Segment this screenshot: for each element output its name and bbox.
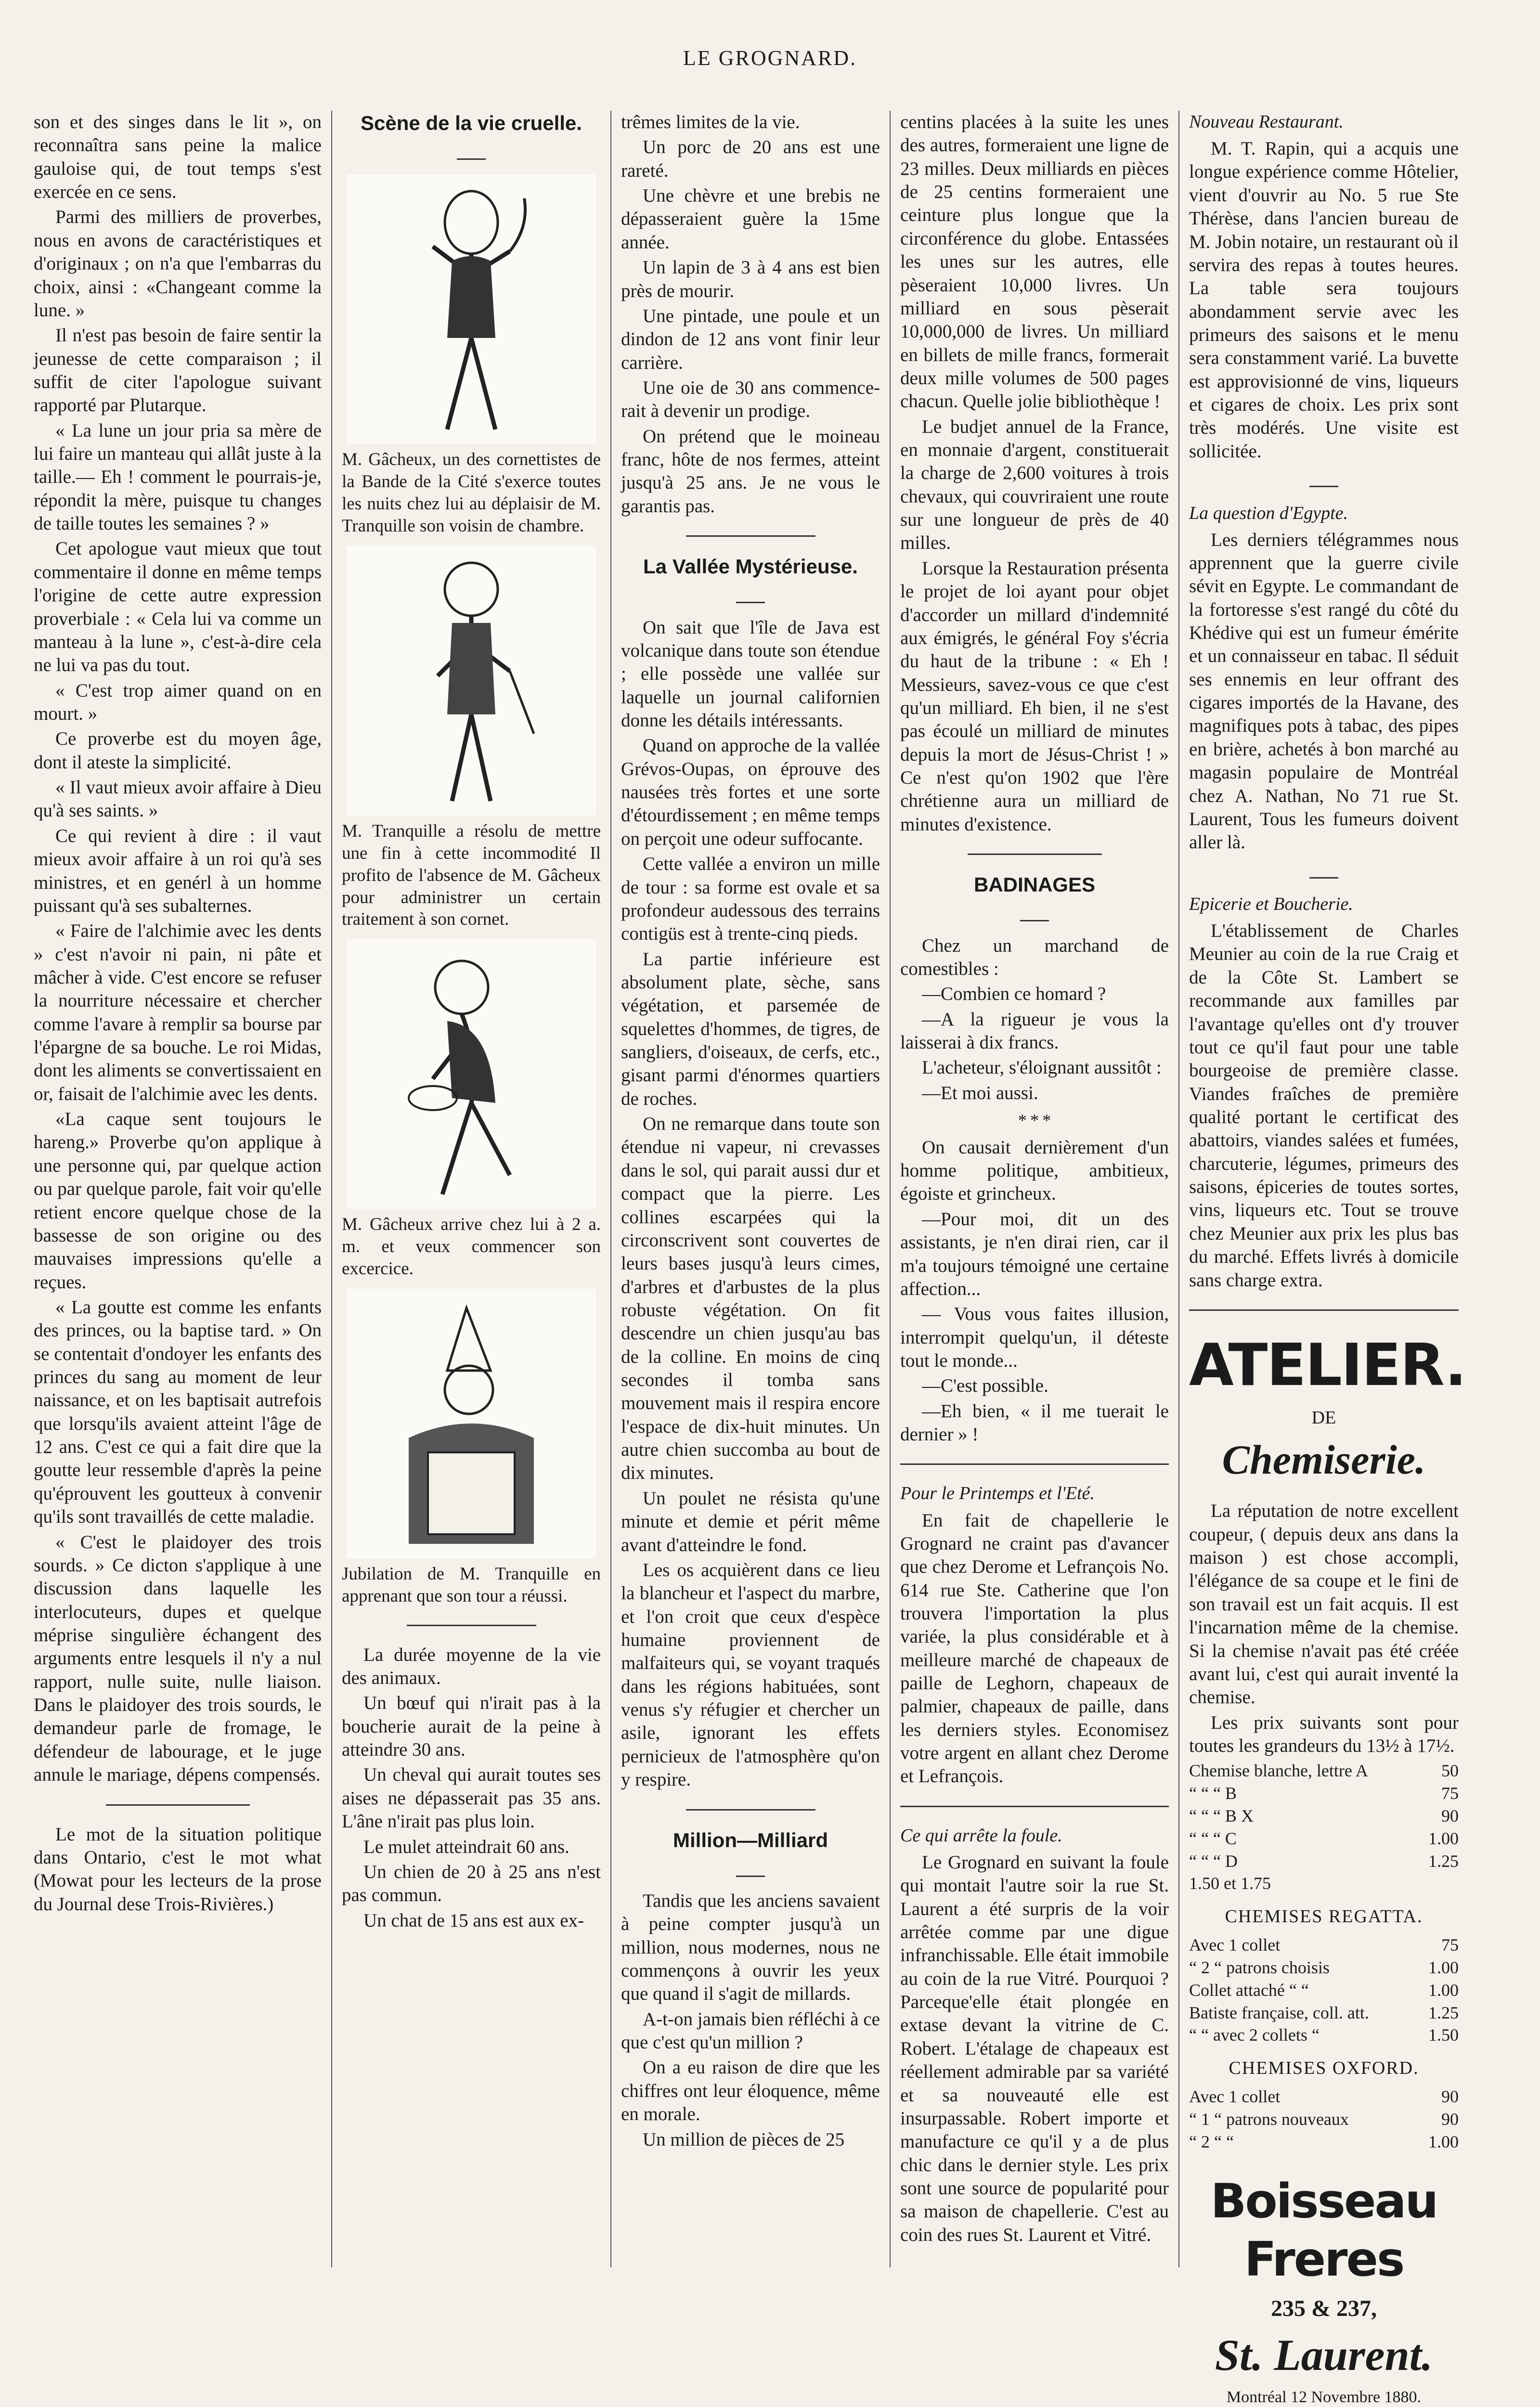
politique-note: Le mot de la situation politique dans Ontario, c'est le mot what (Mowat pour les lecteurs de la prose du Journal dese Trois-Rivières.): [34, 1824, 322, 1915]
paragraph: Une chèvre et une brebis ne dépasseraient guère la 15me année.: [621, 185, 880, 253]
price-row: “ “ avec 2 collets “ 1.50: [1189, 2025, 1459, 2045]
paragraph: Tandis que les anciens savaient à peine compter jusqu'à un million, nous modernes, nous ne commençons à ouvrir les yeux que quand il s'agit de millards.: [621, 1890, 880, 2005]
paragraph: « La goutte est comme les enfants des princes, ou la baptise tard. » On se contentait d'ondoyer les enfants des princes du sang au moment de leur naissance, et on les baptisait autrefois que lorsqu'ils avaient atteint l'âge de 12 ans. C'est ce qui a fait dire que la goutte leur ressemble d'après la peine qu'éprouvent les goutteux à convenir qu'ils sont travaillés de cette maladie.: [34, 1296, 322, 1527]
paragraph: Ce qui revient à dire : il vaut mieux avoir affaire à un roi qu'à ses ministres, et en genérl à un homme puissant qu'à ses subalternes.: [34, 825, 322, 916]
paragraph: Cet apologue vaut mieux que tout commentaire il donne en même temps l'origine de cette autre expression proverbiale : « Cela lui va comme un manteau à la lune », c'est-à-dire cela ne lui va pas du tout.: [34, 538, 322, 676]
article-title-printemps: Pour le Printemps et l'Eté.: [900, 1483, 1095, 1504]
article-title-egypte: La question d'Egypte.: [1189, 503, 1348, 523]
column-3: [611, 111, 891, 2267]
divider: [621, 586, 880, 609]
ad-chemiserie: Chemiserie.: [1222, 1436, 1426, 1483]
paragraph: Il n'est pas besoin de faire sentir la jeunesse de cette comparaison ; il suffit de citer l'apologue suivant rapporté par Plutarque.: [34, 325, 322, 416]
newspaper-page: [24, 111, 1468, 2407]
caption-1: M. Gâcheux, un des cornettistes de la Bande de la Cité s'exerce toutes les nuits chez lui au déplaisir de M. Tranquille son voisin de chambre.: [342, 450, 601, 536]
paragraph: Les os acquièrent dans ce lieu la blancheur et l'aspect du marbre, et l'on croit que ceux d'espèce humaine proviennent de malfaiteurs qui, se voyant traqués dans les régions habituées, sont venus s'y réfugier et chercher un asile, ignorant les effets pernicieux de l'atmosphère qu'on y respire.: [621, 1559, 880, 1790]
price-row: “ 1 “ patrons nouveaux 90: [1189, 2109, 1459, 2129]
paragraph: —A la rigueur je vous la laisserai à dix francs.: [900, 1009, 1169, 1053]
price-row: 1.50 et 1.75: [1189, 1874, 1271, 1893]
paragraph: Ce proverbe est du moyen âge, dont il ateste la simplicité.: [34, 728, 322, 773]
paragraph: Le mulet atteindrait 60 ans.: [363, 1836, 569, 1857]
article-title-epicerie: Epicerie et Boucherie.: [1189, 894, 1353, 914]
paragraph: Un cheval qui aurait toutes ses aises ne dépasserait pas 35 ans. L'âne n'irait pas plus loin.: [342, 1764, 601, 1832]
divider: [407, 1625, 536, 1626]
ad-st-laurent: St. Laurent.: [1215, 2330, 1433, 2380]
divider: [900, 1806, 1169, 1807]
paragraph: Les derniers télégrammes nous apprennent que la guerre civile sévit en Egypte. Le commandant de la fortoresse s'est rangé du côté du Khédive qui est un fumeur émérite et un connaisseur en tabac. Il séduit ses ennemis en leur offrant des cigares importés de la Havane, des magnifiques pots à tabac, des pipes en brière, achetés à bon marché au magasin populaire de Montréal chez A. Nathan, No 71 rue St. Laurent, Tous les fumeurs doivent aller là.: [1189, 529, 1459, 853]
paragraph: Une oie de 30 ans commence-rait à devenir un prodige.: [621, 377, 880, 422]
regatta-title: CHEMISES REGATTA.: [1225, 1906, 1423, 1927]
price-row: Chemise blanche, lettre A 50: [1189, 1761, 1459, 1781]
article-title-million: Million—Milliard: [673, 1828, 828, 1851]
paragraph: On causait dernièrement d'un homme politique, ambitieux, égoiste et grincheux.: [900, 1137, 1169, 1204]
article-title-restaurant: Nouveau Restaurant.: [1189, 112, 1344, 132]
paragraph: «La caque sent toujours le hareng.» Proverbe qu'on applique à une personne qui, par quelque action ou par quelque parole, fait voir qu'elle retient encore quelque chose de la bassesse de son origine ou des mauvaises impressions qu'elle a reçues.: [34, 1109, 322, 1293]
paragraph: On a eu raison de dire que les chiffres ont leur éloquence, même en morale.: [621, 2057, 880, 2125]
dateline: Montréal 12 Novembre 1880.: [1226, 2388, 1422, 2407]
divider: [686, 1809, 815, 1811]
paragraph: « Faire de l'alchimie avec les dents » c'est n'avoir ni pain, ni pâte et mâcher à vide. C'est encore se refuser la nourriture nécessaire et chercher comme l'avare à remplir sa bourse par l'épargne de sa bouche. Le roi Midas, dont les aliments se convertissaient en or, faisait de l'alchimie avec les dents.: [34, 920, 322, 1104]
paragraph: On ne remarque dans toute son étendue ni vapeur, ni crevasses dans le sol, qui parait aussi dur et compact que la pierre. Les collines escarpées qui la circonscrivent sont couvertes de leurs bases jusqu'à leurs cimes, d'arbres et d'arbustes de la plus robuste végétation. On fit descendre un chien jusqu'au bas de la colline. En moins de cinq secondes il tomba sans mouvement mais il respira encore l'espace de dix-huit minutes. Un autre chien succomba au bout de dix minutes.: [621, 1113, 880, 1484]
column-4: [891, 111, 1179, 2267]
paragraph: Un chien de 20 à 25 ans n'est pas commun.: [342, 1861, 601, 1906]
price-row: Batiste française, coll. att. 1.25: [1189, 2003, 1459, 2022]
price-row: Avec 1 collet 90: [1189, 2087, 1459, 2107]
column-5: [1179, 111, 1468, 2407]
caption-3: M. Gâcheux arrive chez lui à 2 a. m. et veux commencer son excercice.: [342, 1215, 601, 1279]
paragraph: —Pour moi, dit un des assistants, je n'en dirai rien, car il m'a toujours témoigné une certaine affection...: [900, 1208, 1169, 1299]
ad-boisseau-freres: Boisseau Freres: [1210, 2174, 1437, 2288]
price-row: “ “ “ B 75: [1189, 1784, 1459, 1803]
paragraph: La durée moyenne de la vie des animaux.: [342, 1644, 601, 1689]
paragraph: —C'est possible.: [922, 1375, 1048, 1397]
paragraph: son et des singes dans le lit », on reconnaîtra sans peine la malice gauloise qui, de tout temps s'est exercée en ce sens.: [34, 112, 322, 203]
article-title-foule: Ce qui arrête la foule.: [900, 1825, 1062, 1846]
paragraph: Un million de pièces de 25: [643, 2129, 845, 2150]
article-title-scene: Scène de la vie cruelle.: [361, 112, 582, 134]
column-1: [24, 111, 332, 2267]
paragraph: « La lune un jour pria sa mère de lui faire un manteau qui allât juste à la taille.— Eh ! comment le pourrais-je, répondit la mère, puisque tu changes de taille toutes les semaines ? »: [34, 420, 322, 534]
paragraph: Un poulet ne résista qu'une minute et demie et périt même avant d'atteindre le fond.: [621, 1488, 880, 1555]
paragraph: Lorsque la Restauration présenta le projet de loi ayant pour objet d'accorder un millard d'indemnité aux émigrés, le général Foy s'écria du haut de la tribune : « Eh ! Messieurs, savez-vous ce que c'est qu'un milliard. Eh bien, il ne s'est pas écoulé un milliard de minutes depuis la mort de Jésus-Christ ! » Ce n'est qu'on 1902 que l'ère chrétienne aura un milliard de minutes d'existence.: [900, 557, 1169, 835]
divider: [686, 535, 815, 537]
price-row: “ “ “ D 1.25: [1189, 1851, 1459, 1871]
asterism: * * *: [1018, 1111, 1051, 1130]
paragraph: Parmi des milliers de proverbes, nous en avons de caractéristiques et d'originaux ; on n'a que l'embarras du choix, ainsi : «Changeant comme la lune. »: [34, 207, 322, 321]
ad-text: La réputation de notre excellent coupeur, ( depuis deux ans dans la maison ) est chose accompli, l'élégance de sa coupe et le fini de son travail est un fait acquis. Il est l'incarnation même de la chemise. Si la chemise n'avait pas été créée avant lui, c'est qui aurait inventé la chemise.: [1189, 1501, 1459, 1708]
paragraph: M. T. Rapin, qui a acquis une longue expérience comme Hôtelier, vient d'ouvrir au No. 5 rue Ste Thérèse, dans l'ancien bureau de M. Jobin notaire, un restaurant où il servira des repas à toutes heures. La table sera toujours abondamment servie avec les primeurs des saisons et le menu sera constamment varié. La buvette est approvisionné de vins, liqueurs et cigares de choix. Les prix sont très modérés. Une visite est sollicitée.: [1189, 138, 1459, 462]
divider: [900, 904, 1169, 927]
paragraph: « Il vaut mieux avoir affaire à Dieu qu'à ses saints. »: [34, 777, 322, 821]
paragraph: En fait de chapellerie le Grognard ne craint pas d'avancer que chez Derome et Lefrançois No. 614 rue Ste. Catherine que l'on trouvera l'importation la plus variée, la plus considérable et à meilleure marché de chapeaux de paille de Leghorn, chapeaux de palmier, chapeaux de paille, dans les derniers styles. Economisez votre argent en allant chez Derome et Lefrançois.: [900, 1510, 1169, 1787]
price-row: Avec 1 collet 75: [1189, 1935, 1459, 1955]
paragraph: Une pintade, une poule et un dindon de 12 ans vont finir leur carrière.: [621, 305, 880, 373]
paragraph: —Combien ce homard ?: [922, 984, 1106, 1005]
divider: [621, 1860, 880, 1883]
caption-4: Jubilation de M. Tranquille en apprenant que son tour a réussi.: [342, 1564, 601, 1606]
divider: [1189, 470, 1459, 493]
caption-2: M. Tranquille a résolu de mettre une fin à cette incommodité Il profito de l'absence de M. Gâcheux pour administrer un certain traitement à son cornet.: [342, 821, 601, 930]
paragraph: Un chat de 15 ans est aux ex-: [363, 1910, 584, 1931]
paragraph: Un porc de 20 ans est une rareté.: [621, 137, 880, 181]
masthead: LE GROGNARD.: [683, 46, 857, 70]
paragraph: trêmes limites de la vie.: [621, 112, 800, 132]
paragraph: —Eh bien, « il me tuerait le dernier » !: [900, 1400, 1169, 1445]
paragraph: Un bœuf qui n'irait pas à la boucherie aurait de la peine à atteindre 30 ans.: [342, 1693, 601, 1760]
illustration-return-home: [347, 939, 596, 1209]
paragraph: Cette vallée a environ un mille de tour : sa forme est ovale et sa profondeur audessous des terrains contigüs est à trente-cinq pieds.: [621, 854, 880, 945]
paragraph: L'acheteur, s'éloignant aussitôt :: [922, 1057, 1162, 1078]
divider: [342, 142, 601, 166]
price-row: Collet attaché “ “ 1.00: [1189, 1980, 1459, 2000]
paragraph: Un lapin de 3 à 4 ans est bien près de mourir.: [621, 257, 880, 301]
divider: [106, 1804, 250, 1806]
ad-prix-intro: Les prix suivants sont pour toutes les grandeurs du 13½ à 17½.: [1189, 1712, 1459, 1756]
price-row: “ “ “ B X 90: [1189, 1806, 1459, 1825]
price-row: “ 2 “ “ 1.00: [1189, 2132, 1459, 2151]
price-row: “ 2 “ patrons choisis 1.00: [1189, 1958, 1459, 1978]
ad-de: DE: [1311, 1407, 1336, 1428]
paragraph: centins placées à la suite les unes des autres, formeraient une ligne de 23 milles. Deux milliards en pièces de 25 centins formeraient une ceinture plus longue que la circonférence du globe. Entassées les unes sur les autres, elle pèseraient 10,000 livres. Un milliard en sous pèserait 10,000,000 de livres. Un milliard en billets de mille francs, formerait deux mille volumes de 500 pages chacun. Quelle jolie bibliothèque !: [900, 112, 1169, 412]
paragraph: On sait que l'île de Java est volcanique dans toute son étendue ; elle possède une vallée sur laquelle un journal californien donne les détails intéressants.: [621, 617, 880, 731]
paragraph: Le Grognard en suivant la foule qui montait l'autre soir la rue St. Laurent a été surpris de la voir arrêtée comme par une digue infranchissable. Elle était immobile au coin de la rue Vitré. Pourquoi ? Parceque'elle était plongée en extase devant la vitrine de C. Robert. L'étalage de chapeaux est réellement admirable par sa variété et sa nouveauté elle est insurpassable. Robert importe et manufacture ce qu'il y a de plus chic dans le dernier style. Les prix sont une source de popularité pour sa maison de chapellerie. C'est au coin des rues St. Laurent et Vitré.: [900, 1851, 1169, 2245]
paragraph: On prétend que le moineau franc, hôte de nos fermes, atteint jusqu'à 25 ans. Je ne vous le garantis pas.: [621, 426, 880, 517]
article-title-badinages: BADINAGES: [973, 873, 1096, 896]
divider: [900, 1463, 1169, 1465]
ad-address: 235 & 237,: [1271, 2295, 1377, 2321]
ad-atelier-headline: ATELIER.: [1189, 1332, 1466, 1399]
price-row: “ “ “ C 1.00: [1189, 1828, 1459, 1848]
illustration-neighbour-cornet: [347, 546, 596, 815]
illustration-jubilation: [347, 1289, 596, 1558]
paragraph: Chez un marchand de comestibles :: [900, 935, 1169, 979]
paragraph: L'établissement de Charles Meunier au coin de la rue Craig et de la Côte St. Lambert se recommande aux familles par l'avantage qu'elles ont d'y trouver tout ce qu'il faut pour une table bourgeoise de première classe. Viandes fraîches de première qualité portant le certificat des abattoirs, viandes salées et fumées, charcuterie, légumes, primeurs des saisons, épiceries de toutes sortes, vins, liqueurs etc. Tout se trouve chez Meunier aux prix les plus bas du marché. Effets livrés à domicile sans charge extra.: [1189, 920, 1459, 1291]
oxford-title: CHEMISES OXFORD.: [1229, 2058, 1419, 2079]
paragraph: — Vous vous faites illusion, interrompit quelqu'un, il déteste tout le monde...: [900, 1304, 1169, 1371]
divider: [968, 854, 1102, 855]
paragraph: « C'est trop aimer quand on en mourt. »: [34, 680, 322, 724]
paragraph: Quand on approche de la vallée Grévos-Oupas, on éprouve des nausées très fortes et une sorte d'étourdissement ; en même temps on perçoit une odeur suffocante.: [621, 735, 880, 849]
article-title-vallee: La Vallée Mystérieuse.: [643, 555, 858, 578]
divider: [1189, 861, 1459, 884]
paragraph: —Et moi aussi.: [922, 1082, 1038, 1103]
paragraph: A-t-on jamais bien réfléchi à ce que c'est qu'un million ?: [621, 2008, 880, 2053]
paragraph: Le budjet annuel de la France, en monnaie d'argent, constituerait la charge de 2,600 voitures à trois chevaux, qui couvriraient une route sur une longueur de près de 40 milles.: [900, 416, 1169, 554]
illustration-cornet-player: [347, 174, 596, 444]
paragraph: La partie inférieure est absolument plate, sèche, sans végétation, et parsemée de squelettes d'hommes, de tigres, de sangliers, d'oiseaux, de cerfs, etc., gisant parmi d'énormes quartiers de roches.: [621, 948, 880, 1109]
paragraph: « C'est le plaidoyer des trois sourds. » Ce dicton s'applique à une discussion dans laquelle les interlocuteurs, dupes et quelque méprise singulière échangent des arguments entre lesquels il n'y a nul rapport, nulle suite, nulle liaison. Dans le plaidoyer des trois sourds, le demandeur parle de fromage, le défendeur de labourage, et le juge annule le mariage, dépens compensés.: [34, 1531, 322, 1786]
divider: [1189, 1309, 1459, 1311]
column-2: [332, 111, 611, 2267]
